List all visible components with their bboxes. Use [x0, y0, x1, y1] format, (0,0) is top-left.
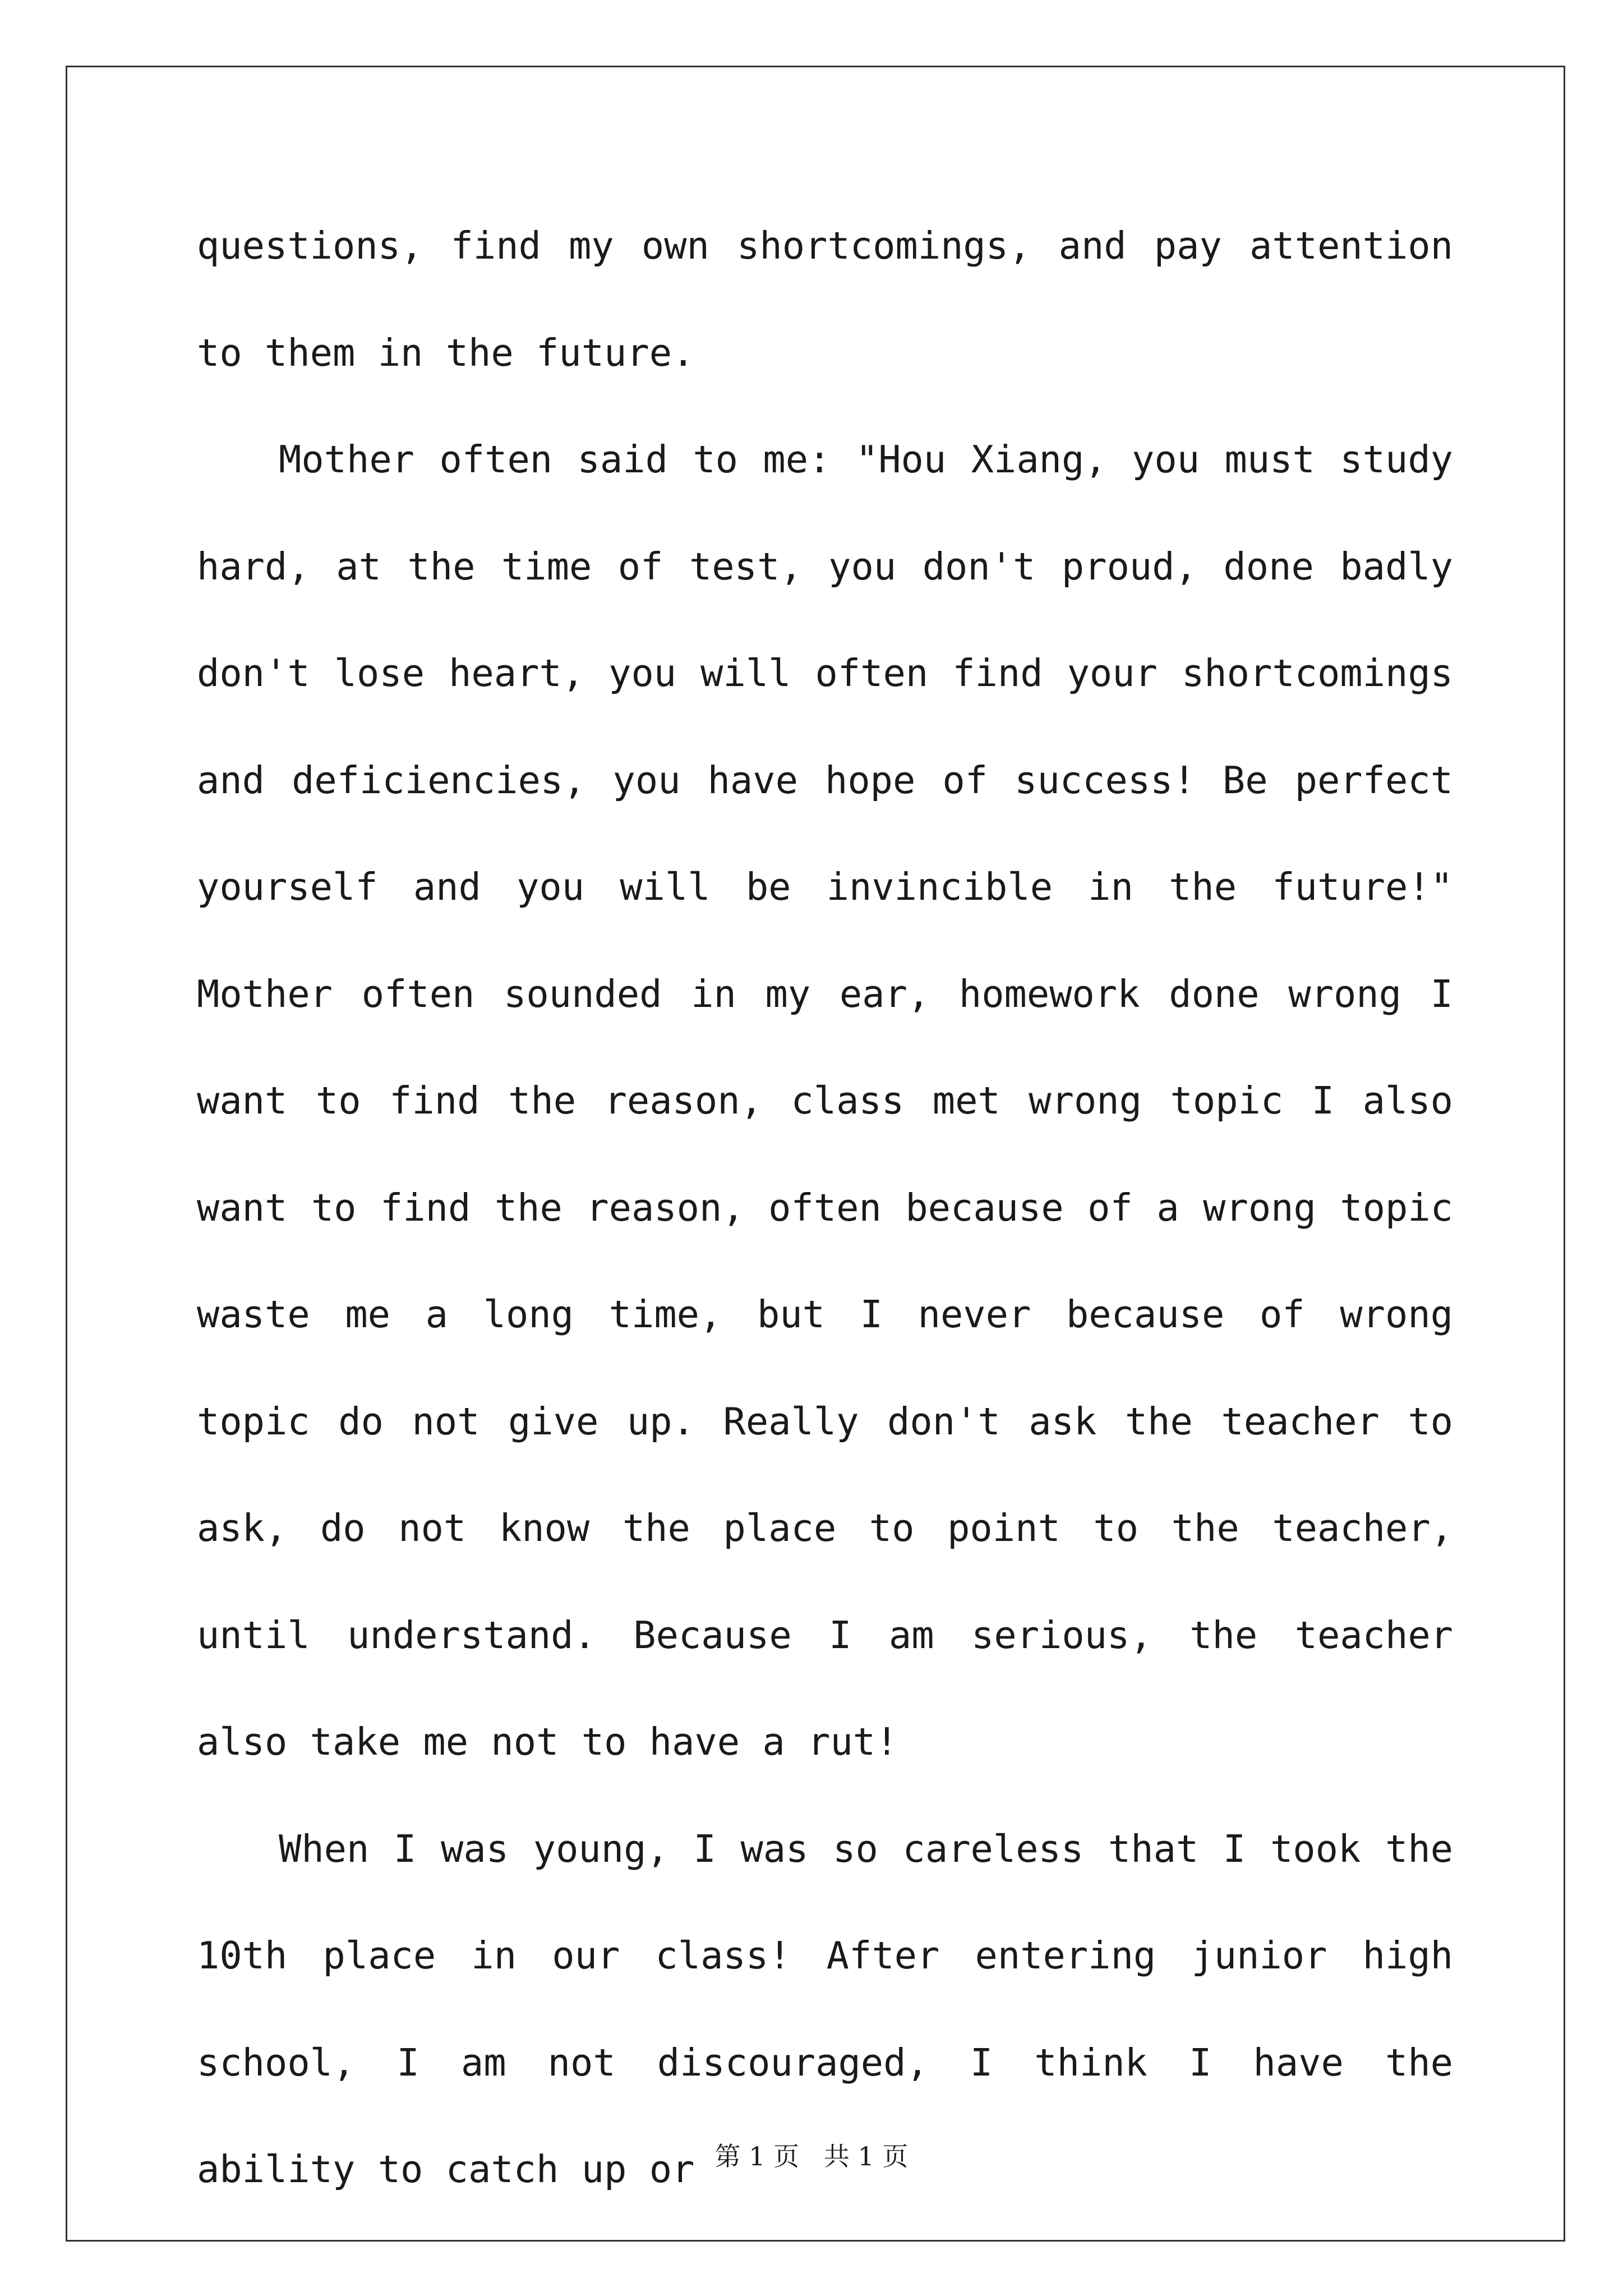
paragraph-2: Mother often said to me: "Hou Xiang, you must study hard, at the time of test, you don't proud, done badly don't lose heart, you will often find your shortcomings and deficiencies, you have hope of success! Be perfect yourself and you will be invincible in the future!" Mother often sounded in my ear, homework done wrong I want to find the reason, class met wrong topic I also want to find the reason, often because of a wrong topic waste me a long time, but I never because of wrong topic do not give up. Really don't ask the teacher to ask, do not know the place to point to the teacher, until understand. Because I am serious, the teacher also take me not to have a rut! — [197, 438, 1453, 1764]
document-body — [197, 192, 1453, 2223]
page-footer: 第 1 页 共 1 页 — [714, 2141, 909, 2171]
paragraph-3: When I was young, I was so careless that I took the 10th place in our class! After entering junior high school, I am not discouraged, I think I have the ability to catch up or — [197, 1826, 1453, 2191]
paragraph-1: questions, find my own shortcomings, and pay attention to them in the future. — [197, 224, 1453, 375]
